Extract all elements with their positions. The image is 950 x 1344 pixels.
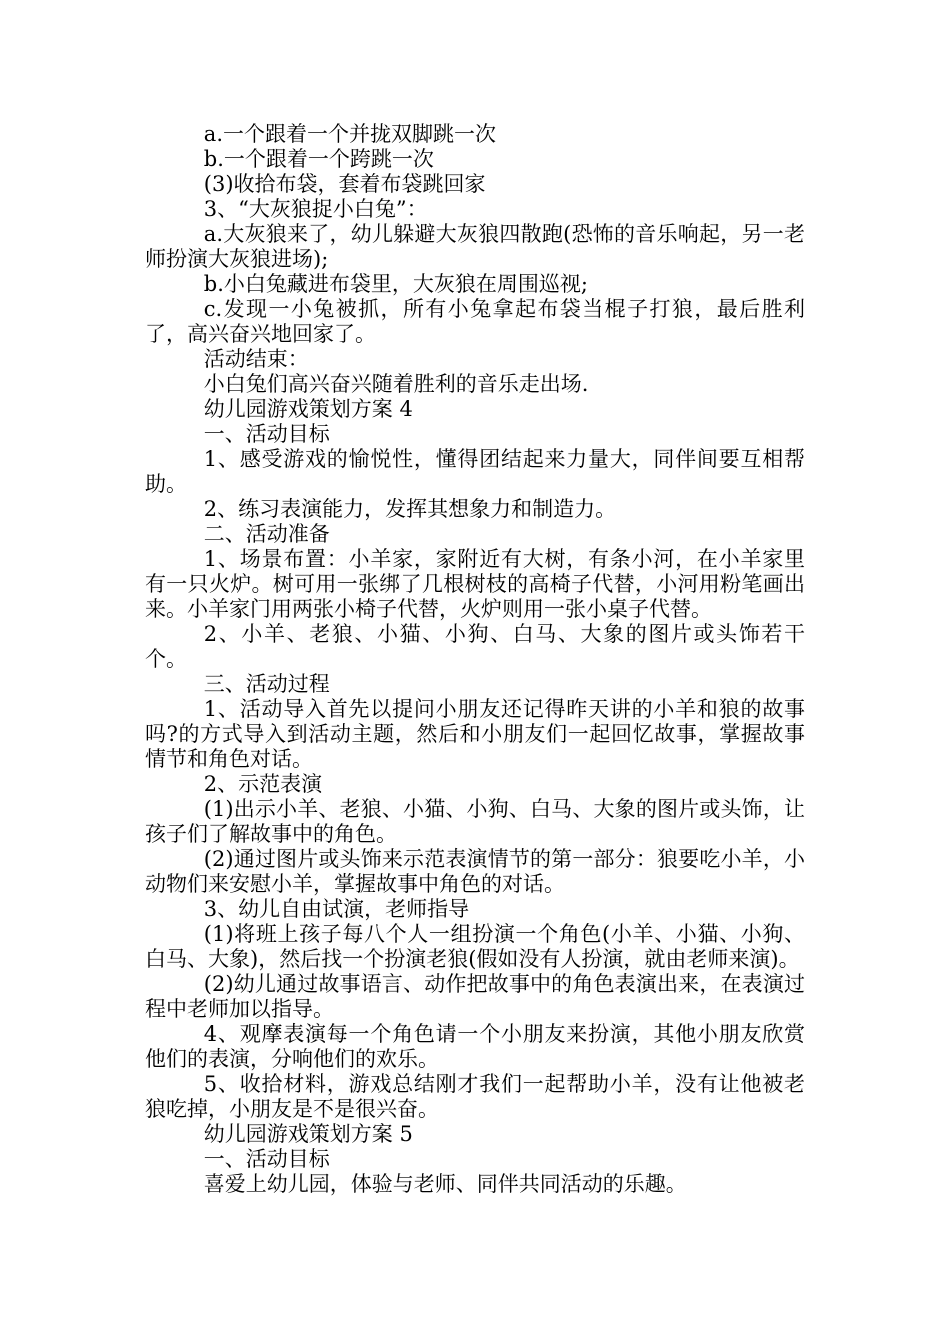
paragraph: (2)通过图片或头饰来示范表演情节的第一部分：狼要吃小羊，小动物们来安慰小羊，掌握故事中角色的对话。 bbox=[145, 847, 805, 896]
paragraph: 1、活动导入首先以提问小朋友还记得昨天讲的小羊和狼的故事吗?的方式导入到活动主题，然后和小朋友们一起回忆故事，掌握故事情节和角色对话。 bbox=[145, 697, 805, 771]
paragraph: 1、感受游戏的愉悦性，懂得团结起来力量大，同伴间要互相帮助。 bbox=[145, 447, 805, 496]
paragraph: 2、练习表演能力，发挥其想象力和制造力。 bbox=[203, 497, 617, 521]
paragraph: 2、示范表演 bbox=[203, 772, 323, 796]
document-body bbox=[145, 122, 805, 1197]
paragraph: 小白兔们高兴奋兴随着胜利的音乐走出场. bbox=[203, 372, 589, 396]
paragraph: c.发现一小兔被抓，所有小兔拿起布袋当棍子打狼，最后胜利了，高兴奋兴地回家了。 bbox=[145, 297, 805, 346]
section-heading: 幼儿园游戏策划方案 5 bbox=[203, 1122, 413, 1146]
paragraph: (2)幼儿通过故事语言、动作把故事中的角色表演出来，在表演过程中老师加以指导。 bbox=[145, 972, 805, 1021]
paragraph: 3、幼儿自由试演，老师指导 bbox=[203, 897, 470, 921]
paragraph: 活动结束： bbox=[203, 347, 309, 371]
paragraph: (1)将班上孩子每八个人一组扮演一个角色(小羊、小猫、小狗、白马、大象)，然后找一个扮演老狼(假如没有人扮演，就由老师来演)。 bbox=[145, 922, 805, 971]
section-heading: 幼儿园游戏策划方案 4 bbox=[203, 397, 413, 421]
paragraph: (1)出示小羊、老狼、小猫、小狗、白马、大象的图片或头饰，让孩子们了解故事中的角色。 bbox=[145, 797, 805, 846]
paragraph: b.小白兔藏进布袋里，大灰狼在周围巡视; bbox=[203, 272, 588, 296]
paragraph: 喜爱上幼儿园，体验与老师、同伴共同活动的乐趣。 bbox=[203, 1172, 687, 1196]
paragraph: (3)收拾布袋，套着布袋跳回家 bbox=[203, 172, 486, 196]
paragraph: 5、收拾材料，游戏总结刚才我们一起帮助小羊，没有让他被老狼吃掉，小朋友是不是很兴奋。 bbox=[145, 1072, 805, 1121]
paragraph: 4、观摩表演每一个角色请一个小朋友来扮演，其他小朋友欣赏他们的表演，分响他们的欢乐。 bbox=[145, 1022, 805, 1071]
paragraph: 1、场景布置：小羊家，家附近有大树，有条小河，在小羊家里有一只火炉。树可用一张绑了几根树枝的高椅子代替，小河用粉笔画出来。小羊家门用两张小椅子代替，火炉则用一张小桌子代替。 bbox=[145, 547, 805, 621]
subsection-heading: 三、活动过程 bbox=[203, 672, 330, 696]
subsection-heading: 二、活动准备 bbox=[203, 522, 330, 546]
paragraph: 3、“大灰狼捉小白兔”： bbox=[203, 197, 428, 221]
paragraph: b.一个跟着一个跨跳一次 bbox=[203, 147, 434, 171]
paragraph: 2、小羊、老狼、小猫、小狗、白马、大象的图片或头饰若干个。 bbox=[145, 622, 805, 671]
paragraph: a.大灰狼来了，幼儿躲避大灰狼四散跑(恐怖的音乐响起，另一老师扮演大灰狼进场); bbox=[145, 222, 805, 271]
paragraph: a.一个跟着一个并拢双脚跳一次 bbox=[203, 122, 496, 146]
subsection-heading: 一、活动目标 bbox=[203, 1147, 330, 1171]
subsection-heading: 一、活动目标 bbox=[203, 422, 330, 446]
